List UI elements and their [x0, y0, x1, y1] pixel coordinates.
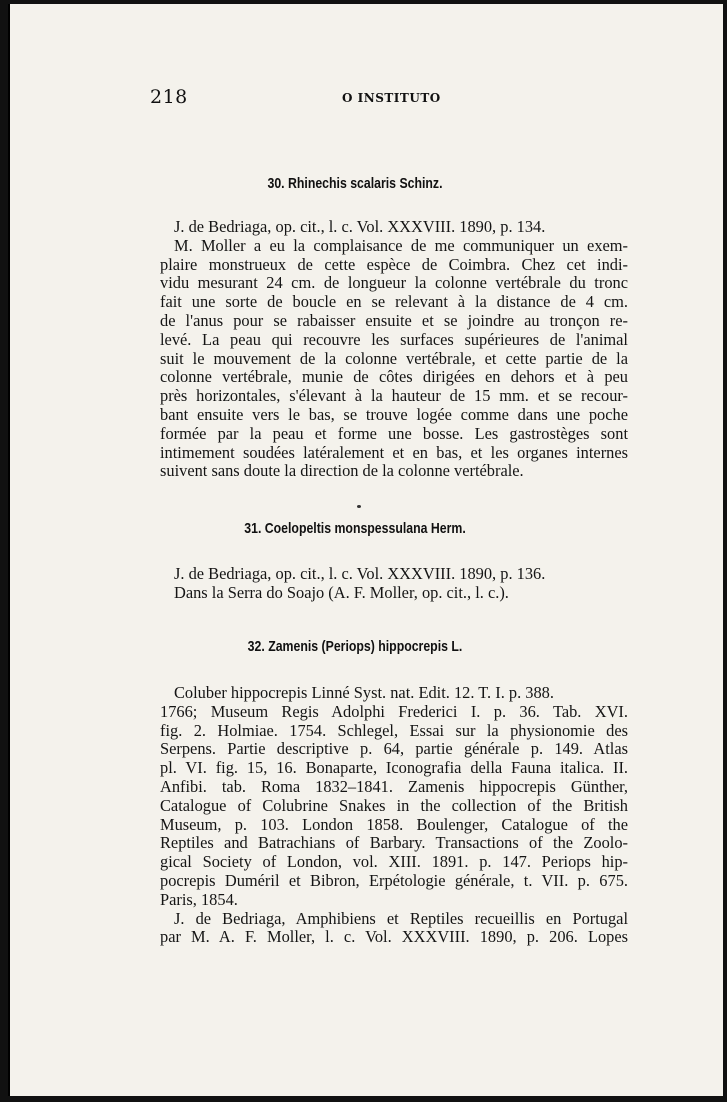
section-30-body	[160, 218, 628, 481]
text-line: gical Society of London, vol. XIII. 1891. p. 147. Periops hip-	[160, 852, 628, 872]
text-line: plaire monstrueux de cette espèce de Coimbra. Chez cet indi-	[160, 254, 628, 274]
text-line: J. de Bedriaga, op. cit., l. c. Vol. XXXVIII. 1890, p. 136.	[174, 564, 546, 583]
text-line: vidu mesurant 24 cm. de longueur la colonne vertébrale du tronc	[160, 273, 628, 293]
text-line: Paris, 1854.	[160, 889, 238, 909]
text-line: J. de Bedriaga, Amphibiens et Reptiles recueillis en Portugal	[174, 908, 628, 928]
text-line: M. Moller a eu la complaisance de me communiquer un exem-	[174, 235, 628, 255]
running-head: O INSTITUTO	[342, 91, 441, 105]
text-line: Serpens. Partie descriptive p. 64, partie générale p. 149. Atlas	[160, 739, 628, 759]
text-line: Dans la Serra do Soajo (A. F. Moller, op. cit., l. c.).	[174, 582, 509, 602]
section-title-32: 32. Zamenis (Periops) hippocrepis L.	[247, 638, 463, 655]
section-31-body	[160, 565, 628, 603]
section-title-30: 30. Rhinechis scalaris Schinz.	[267, 175, 443, 192]
text-line: Anfibi. tab. Roma 1832–1841. Zamenis hippocrepis Günther,	[160, 776, 628, 796]
text-line: pocrepis Duméril et Bibron, Erpétologie générale, t. VII. p. 675.	[160, 870, 628, 890]
text-line: de l'anus pour se rabaisser ensuite et se joindre au tronçon re-	[160, 310, 628, 330]
text-line: fait une sorte de boucle en se relevant à la distance de 4 cm.	[160, 292, 628, 312]
text-line: pl. VI. fig. 15, 16. Bonaparte, Iconografia della Fauna italica. II.	[160, 758, 628, 778]
text-line: Catalogue of Colubrine Snakes in the collection of the British	[160, 795, 628, 815]
page-header	[150, 86, 460, 110]
text-line: formée par la peau et forme une bosse. Les gastrostèges sont	[160, 423, 628, 443]
text-line: levé. La peau qui recouvre les surfaces supérieures de l'animal	[160, 329, 628, 349]
text-line: bant ensuite vers le bas, se trouve logée comme dans une poche	[160, 404, 628, 424]
text-line: près horizontales, s'élevant à la hauteur de 15 mm. et se recour-	[160, 386, 628, 406]
text-line: Coluber hippocrepis Linné Syst. nat. Edit. 12. T. I. p. 388.	[174, 683, 554, 702]
section-title-31: 31. Coelopeltis monspessulana Herm.	[244, 520, 466, 537]
text-line: Museum, p. 103. London 1858. Boulenger, Catalogue of the	[160, 814, 628, 834]
page-number: 218	[150, 86, 188, 108]
text-line: intimement soudées latéralement et en bas, et les organes internes	[160, 442, 628, 462]
text-line: par M. A. F. Moller, l. c. Vol. XXXVIII. 1890, p. 206. Lopes	[160, 927, 628, 947]
text-line: 1766; Museum Regis Adolphi Frederici I. p. 36. Tab. XVI.	[160, 701, 628, 721]
text-line: colonne vertébrale, munie de côtes dirigées en dehors et à peu	[160, 367, 628, 387]
section-32-body	[160, 684, 628, 947]
text-line: suivent sans doute la direction de la colonne vertébrale.	[160, 461, 524, 481]
text-line: fig. 2. Holmiae. 1754. Schlegel, Essai sur la physionomie des	[160, 720, 628, 740]
text-line: J. de Bedriaga, op. cit., l. c. Vol. XXXVIII. 1890, p. 134.	[174, 217, 546, 236]
ink-speck	[357, 505, 361, 508]
text-line: Reptiles and Batrachians of Barbary. Transactions of the Zoolo-	[160, 833, 628, 853]
text-line: suit le mouvement de la colonne vertébrale, et cette partie de la	[160, 348, 628, 368]
